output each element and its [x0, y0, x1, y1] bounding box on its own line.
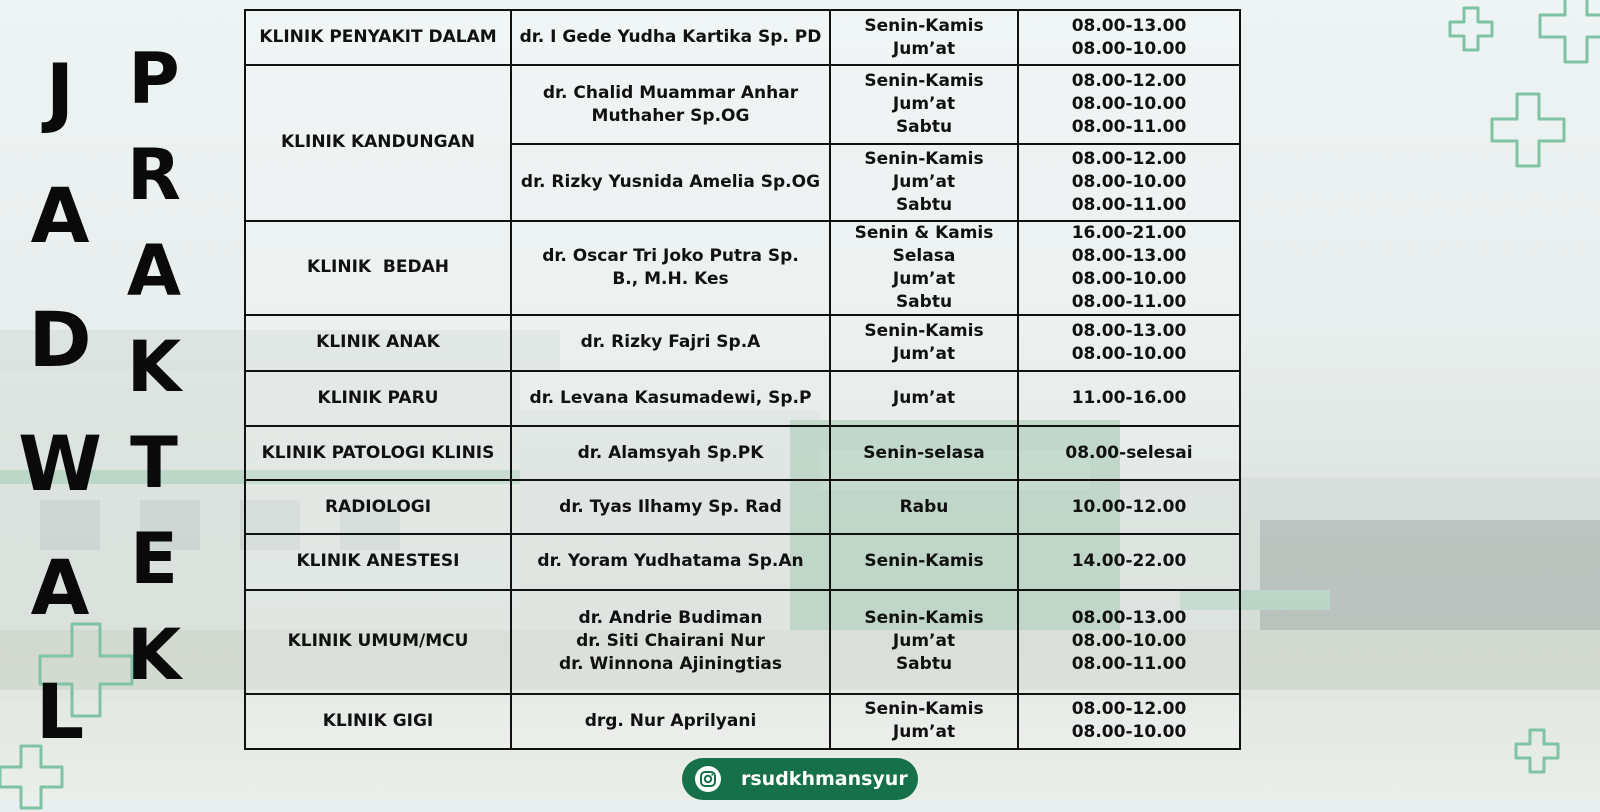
day-line: Jum’at [892, 343, 956, 364]
hours-cell [1018, 315, 1240, 371]
table-row [245, 590, 1240, 694]
doctor-cell: dr. Rizky Yusnida Amelia Sp.OG [511, 144, 830, 220]
clinic-cell: KLINIK GIGI [245, 694, 511, 749]
doctor-cell: dr. Oscar Tri Joko Putra Sp. B., M.H. Kes [511, 221, 830, 315]
day-line: Senin-selasa [863, 442, 985, 463]
hours-cell [1018, 371, 1240, 426]
doctor-line: dr. Siti Chairani Nur [576, 631, 765, 652]
day-line: Jum’at [892, 38, 956, 59]
schedule-table [244, 9, 1241, 750]
day-line: Senin-Kamis [864, 71, 984, 92]
days-cell [830, 371, 1018, 426]
hours-line: 08.00-12.00 [1071, 71, 1187, 92]
day-line: Senin-Kamis [864, 15, 984, 36]
hours-line: 08.00-11.00 [1071, 654, 1187, 675]
hours-cell [1018, 694, 1240, 749]
clinic-cell: KLINIK PENYAKIT DALAM [245, 10, 511, 65]
plus-decoration-icon [1446, 4, 1496, 54]
hours-line: 08.00-10.00 [1071, 343, 1187, 364]
title-letter: A [126, 230, 182, 312]
day-line: Sabtu [895, 117, 953, 138]
title-praktek [112, 38, 196, 716]
day-line: Sabtu [895, 194, 953, 215]
title-letter: A [30, 171, 90, 260]
hours-line: 08.00-10.00 [1071, 38, 1187, 59]
hours-line: 10.00-12.00 [1071, 496, 1187, 517]
hours-line: 08.00-12.00 [1071, 699, 1187, 720]
day-line: Jum’at [892, 268, 956, 289]
table-row [245, 315, 1240, 371]
doctor-cell: dr. I Gede Yudha Kartika Sp. PD [511, 10, 830, 65]
day-line: Senin-Kamis [864, 320, 984, 341]
days-cell [830, 590, 1018, 694]
hours-line: 08.00-13.00 [1071, 15, 1187, 36]
hours-cell [1018, 480, 1240, 534]
hours-cell [1018, 221, 1240, 315]
day-line: Jum’at [892, 631, 956, 652]
day-line: Sabtu [895, 291, 953, 312]
hours-line: 11.00-16.00 [1071, 388, 1187, 408]
hours-cell [1018, 10, 1240, 65]
hours-cell [1018, 534, 1240, 589]
day-line: Selasa [892, 245, 956, 266]
plus-decoration-icon [1488, 90, 1568, 170]
doctor-cell: dr. Rizky Fajri Sp.A [511, 315, 830, 371]
doctor-cell: dr. Chalid Muammar Anhar Muthaher Sp.OG [511, 65, 830, 144]
day-line: Jum’at [892, 388, 956, 408]
hours-line: 08.00-10.00 [1071, 268, 1187, 289]
table-row [245, 534, 1240, 589]
clinic-cell: RADIOLOGI [245, 480, 511, 534]
day-line: Senin-Kamis [864, 699, 984, 720]
title-letter: E [130, 518, 178, 600]
clinic-cell: KLINIK KANDUNGAN [245, 65, 511, 220]
doctor-line: dr. Andrie Budiman [578, 608, 763, 629]
instagram-handle-text: rsudkhmansyur [741, 768, 908, 790]
hours-line: 08.00-10.00 [1071, 722, 1187, 743]
clinic-cell: KLINIK PATOLOGI KLINIS [245, 426, 511, 480]
days-cell [830, 315, 1018, 371]
days-cell [830, 65, 1018, 144]
title-letter: K [126, 326, 182, 408]
hours-cell [1018, 426, 1240, 480]
title-letter: L [35, 667, 85, 756]
clinic-cell: KLINIK PARU [245, 371, 511, 426]
day-line: Jum’at [892, 722, 956, 743]
table-row [245, 371, 1240, 426]
title-letter: D [28, 295, 92, 384]
clinic-cell: KLINIK BEDAH [245, 221, 511, 315]
hours-line: 08.00-13.00 [1071, 320, 1187, 341]
day-line: Jum’at [892, 171, 956, 192]
hours-line: 14.00-22.00 [1071, 551, 1187, 572]
hours-line: 08.00-11.00 [1071, 117, 1187, 138]
hours-line: 08.00-11.00 [1071, 291, 1187, 312]
title-letter: P [128, 38, 180, 120]
day-line: Senin-Kamis [864, 608, 984, 629]
hours-line: 08.00-selesai [1065, 442, 1193, 463]
hours-line: 16.00-21.00 [1071, 222, 1187, 243]
table-row [245, 10, 1240, 65]
day-line: Senin & Kamis [854, 222, 994, 243]
table-row [245, 221, 1240, 315]
title-letter: A [30, 543, 90, 632]
hours-cell [1018, 144, 1240, 220]
days-cell [830, 221, 1018, 315]
plus-decoration-icon [1536, 0, 1600, 66]
hours-line: 08.00-13.00 [1071, 608, 1187, 629]
hours-line: 08.00-11.00 [1071, 194, 1187, 215]
clinic-cell: KLINIK ANAK [245, 315, 511, 371]
title-letter: J [45, 47, 75, 136]
hours-line: 08.00-10.00 [1071, 94, 1187, 115]
instagram-icon [695, 766, 721, 792]
days-cell [830, 144, 1018, 220]
doctor-cell: drg. Nur Aprilyani [511, 694, 830, 749]
day-line: Rabu [899, 496, 949, 517]
doctor-cell: dr. Alamsyah Sp.PK [511, 426, 830, 480]
hours-cell [1018, 590, 1240, 694]
table-row [245, 480, 1240, 534]
doctor-cell: dr. Tyas Ilhamy Sp. Rad [511, 480, 830, 534]
hours-line: 08.00-13.00 [1071, 245, 1187, 266]
table-row [245, 694, 1240, 749]
day-line: Sabtu [895, 654, 953, 675]
doctor-cell: dr. Levana Kasumadewi, Sp.P [511, 371, 830, 426]
title-letter: T [130, 422, 178, 504]
clinic-cell: KLINIK UMUM/MCU [245, 590, 511, 694]
hours-line: 08.00-12.00 [1071, 148, 1187, 169]
doctor-cell: dr. Yoram Yudhatama Sp.An [511, 534, 830, 589]
title-letter: K [126, 614, 182, 696]
table-row [245, 65, 1240, 144]
days-cell [830, 426, 1018, 480]
hours-line: 08.00-10.00 [1071, 171, 1187, 192]
doctor-cell [511, 590, 830, 694]
days-cell [830, 534, 1018, 589]
days-cell [830, 10, 1018, 65]
table-row [245, 426, 1240, 480]
day-line: Senin-Kamis [864, 551, 984, 572]
day-line: Jum’at [892, 94, 956, 115]
instagram-handle-badge[interactable] [682, 758, 918, 800]
days-cell [830, 694, 1018, 749]
title-jadwal [18, 47, 102, 798]
day-line: Senin-Kamis [864, 148, 984, 169]
hours-cell [1018, 65, 1240, 144]
title-letter: W [18, 419, 102, 508]
doctor-line: dr. Winnona Ajiningtias [558, 654, 783, 675]
clinic-cell: KLINIK ANESTESI [245, 534, 511, 589]
days-cell [830, 480, 1018, 534]
plus-decoration-icon [1512, 726, 1562, 776]
hours-line: 08.00-10.00 [1071, 631, 1187, 652]
title-letter: R [127, 134, 181, 216]
